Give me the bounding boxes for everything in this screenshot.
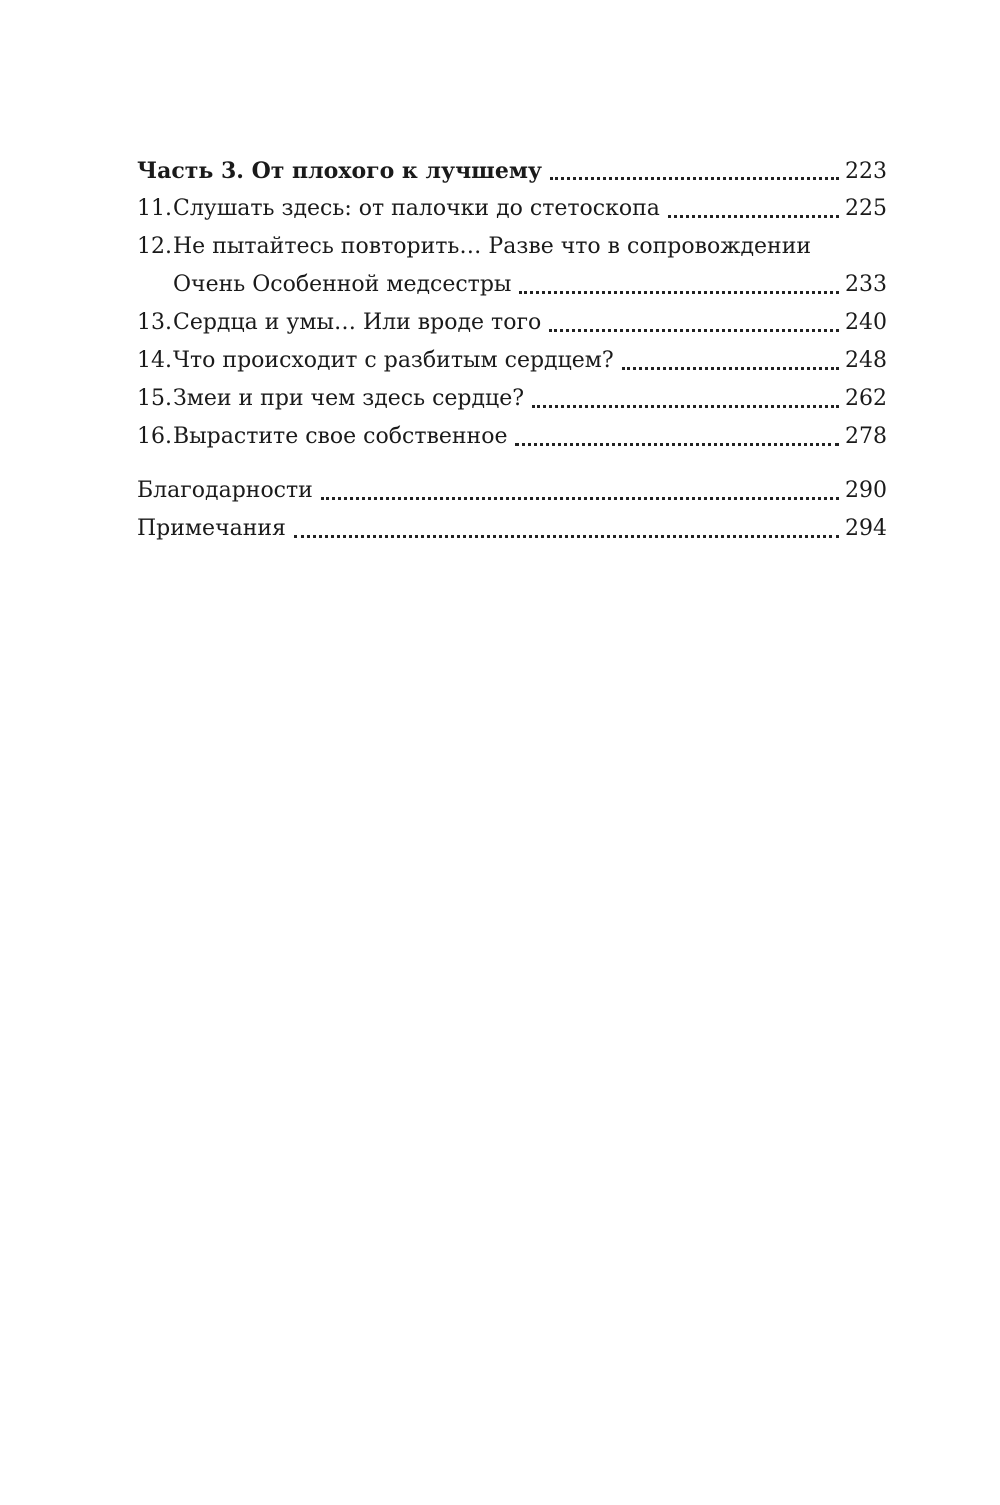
- page-number: 248: [845, 348, 887, 373]
- leader-dots: [532, 405, 839, 408]
- toc-chapter-14: [137, 342, 887, 380]
- chapter-title: Что происходит с разбитым сердцем?: [173, 348, 614, 373]
- chapter-title: Сердца и умы… Или вроде того: [173, 310, 542, 335]
- chapter-title: Слушать здесь: от палочки до стетоскопа: [173, 196, 660, 221]
- toc-chapter-12-line1: [137, 228, 887, 266]
- backmatter-title: Примечания: [137, 516, 286, 541]
- chapter-number: 16.: [137, 424, 172, 449]
- section-spacer: [137, 456, 887, 472]
- chapter-number: 15.: [137, 386, 172, 411]
- chapter-number: 14.: [137, 348, 172, 373]
- chapter-title: Змеи и при чем здесь сердце?: [173, 386, 525, 411]
- chapter-number: 13.: [137, 310, 172, 335]
- page-number: 290: [845, 478, 887, 503]
- toc-acknowledgements: [137, 472, 887, 510]
- leader-dots: [668, 215, 839, 218]
- leader-dots: [550, 177, 839, 180]
- chapter-title-continued: Очень Особенной медсестры: [173, 272, 512, 297]
- toc-notes: [137, 510, 887, 548]
- toc-chapter-15: [137, 380, 887, 418]
- table-of-contents: [137, 152, 887, 548]
- chapter-title: Вырастите свое собственное: [173, 424, 508, 449]
- leader-dots: [321, 497, 839, 500]
- page-number: 240: [845, 310, 887, 335]
- toc-chapter-11: [137, 190, 887, 228]
- leader-dots: [515, 443, 839, 446]
- page-number: 262: [845, 386, 887, 411]
- toc-chapter-12-line2: [137, 266, 887, 304]
- leader-dots: [519, 291, 839, 294]
- page-number: 233: [845, 272, 887, 297]
- page-number: 225: [845, 196, 887, 221]
- chapter-number: 12.: [137, 234, 172, 259]
- leader-dots: [549, 329, 839, 332]
- page-number: 278: [845, 424, 887, 449]
- page-number: 294: [845, 516, 887, 541]
- chapter-number: 11.: [137, 196, 172, 221]
- backmatter-title: Благодарности: [137, 478, 313, 503]
- leader-dots: [294, 535, 839, 538]
- part-title: Часть 3. От плохого к лучшему: [137, 158, 543, 184]
- toc-chapter-13: [137, 304, 887, 342]
- leader-dots: [622, 367, 839, 370]
- toc-chapter-16: [137, 418, 887, 456]
- toc-part-3: [137, 152, 887, 190]
- chapter-title: Не пытайтесь повторить… Разве что в сопровождении: [173, 234, 812, 259]
- page-number: 223: [845, 159, 887, 184]
